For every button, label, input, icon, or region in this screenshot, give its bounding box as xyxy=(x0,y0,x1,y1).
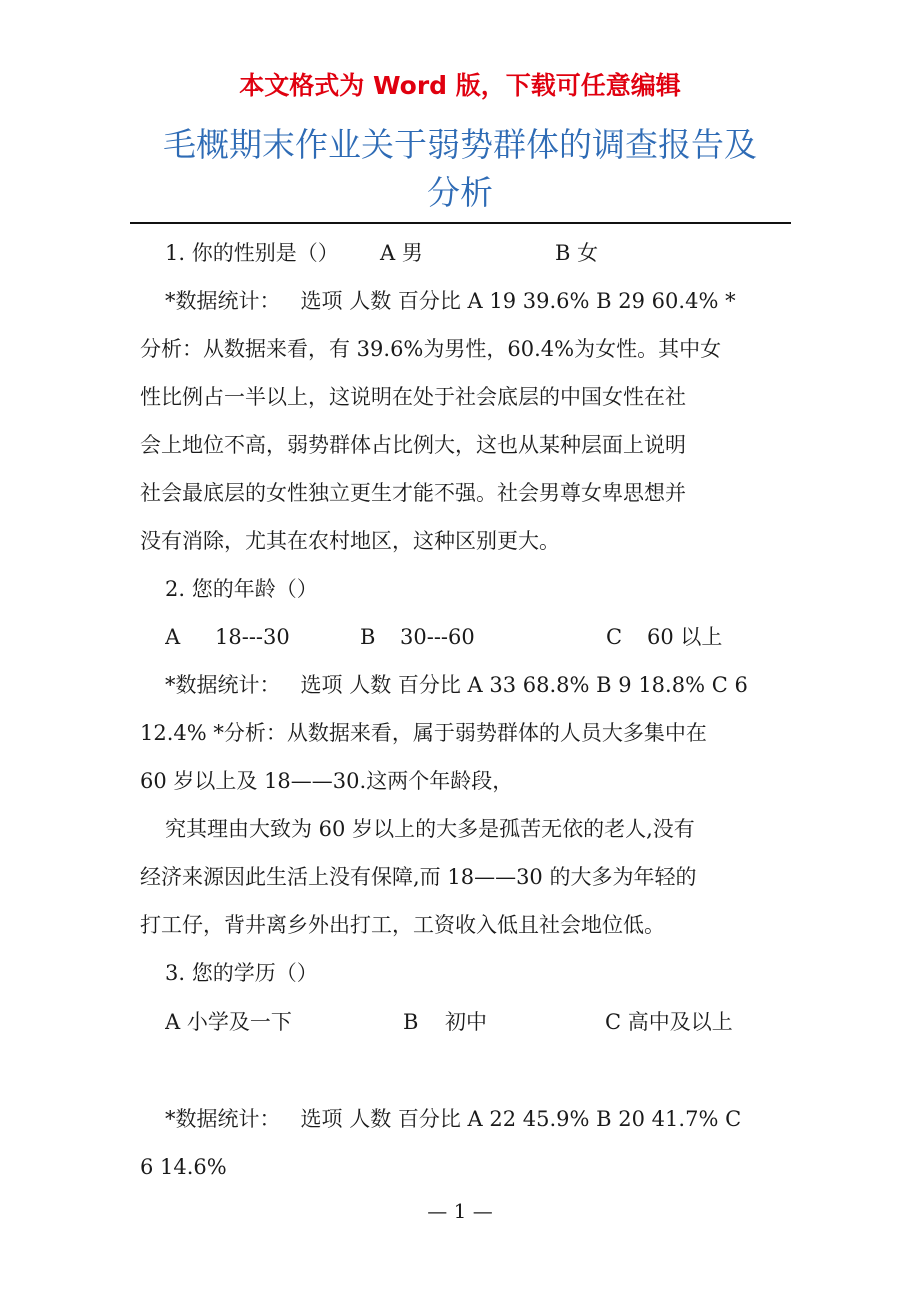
q3-option-c: C 高中及以上 xyxy=(605,1010,733,1034)
q1-analysis-line: 性比例占一半以上，这说明在处于社会底层的中国女性在社 xyxy=(140,385,686,409)
q2-option-a-value: 18---30 xyxy=(215,625,290,649)
q3-option-a: A 小学及一下 xyxy=(165,1010,292,1034)
title-line-2: 分析 xyxy=(427,173,493,212)
q2-option-c: C xyxy=(606,625,623,649)
q2-reason-line: 经济来源因此生活上没有保障,而 18——30 的大多为年轻的 xyxy=(140,865,697,889)
q2-stats-line: *数据统计： 选项 人数 百分比 A 33 68.8% B 9 18.8% C 6 xyxy=(165,673,748,697)
q2-reason-line: 究其理由大致为 60 岁以上的大多是孤苦无依的老人,没有 xyxy=(165,817,695,841)
q1-stats-line: *数据统计： 选项 人数 百分比 A 19 39.6% B 29 60.4% * xyxy=(165,289,736,313)
title-divider xyxy=(130,222,791,224)
q2-option-b: B xyxy=(360,625,376,649)
page-number: — 1 — xyxy=(427,1199,493,1223)
q2-stats-line: 12.4% *分析：从数据来看，属于弱势群体的人员大多集中在 xyxy=(140,721,707,745)
q1-option-a: A 男 xyxy=(380,241,423,265)
q2-question: 2. 您的年龄（） xyxy=(165,577,318,601)
q3-stats-line: 6 14.6% xyxy=(140,1155,227,1179)
q2-option-c-value: 60 以上 xyxy=(647,625,723,649)
q2-option-a: A xyxy=(165,625,181,649)
document-banner: 本文格式为 Word 版，下载可任意编辑 xyxy=(239,71,681,100)
title-line-1: 毛概期末作业关于弱势群体的调查报告及 xyxy=(163,125,757,164)
q1-question-line xyxy=(165,238,810,268)
q3-options-line xyxy=(165,1007,810,1037)
q1-question: 1. 你的性别是（） xyxy=(165,241,339,265)
q3-option-b-value: 初中 xyxy=(445,1010,487,1034)
q1-analysis-line: 会上地位不高，弱势群体占比例大，这也从某种层面上说明 xyxy=(140,433,686,457)
q1-analysis-line: 分析：从数据来看，有 39.6%为男性，60.4%为女性。其中女 xyxy=(140,337,722,361)
q2-stats-line: 60 岁以上及 18——30.这两个年龄段， xyxy=(140,769,514,793)
q2-options-line xyxy=(165,622,810,652)
q3-stats-line: *数据统计： 选项 人数 百分比 A 22 45.9% B 20 41.7% C xyxy=(165,1107,742,1131)
q2-reason-line: 打工仔，背井离乡外出打工，工资收入低且社会地位低。 xyxy=(140,913,665,937)
document-title xyxy=(130,121,790,217)
q3-question: 3. 您的学历（） xyxy=(165,961,318,985)
q1-option-b: B 女 xyxy=(555,241,599,265)
q1-analysis-line: 没有消除，尤其在农村地区，这种区别更大。 xyxy=(140,529,560,553)
q1-analysis-line: 社会最底层的女性独立更生才能不强。社会男尊女卑思想并 xyxy=(140,481,686,505)
q2-option-b-value: 30---60 xyxy=(400,625,475,649)
q3-option-b: B xyxy=(403,1010,419,1034)
